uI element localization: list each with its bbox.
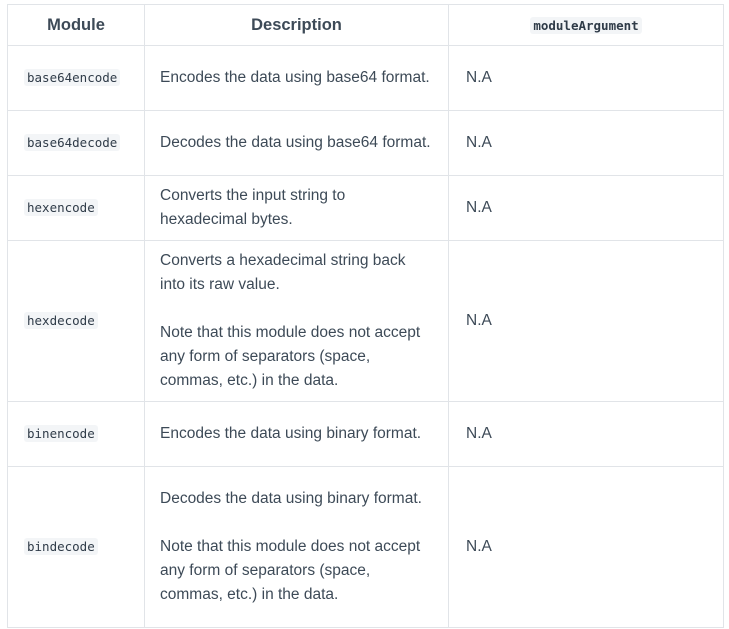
header-module-argument-code: moduleArgument xyxy=(530,17,641,34)
description-text: Encodes the data using binary format. xyxy=(160,425,422,442)
header-description: Description xyxy=(145,5,449,46)
description-text: Encodes the data using base64 format. xyxy=(160,69,430,86)
description-text: Decodes the data using base64 format. xyxy=(160,134,431,151)
table-row xyxy=(8,176,724,241)
argument-cell: N.A xyxy=(449,111,724,176)
description-cell xyxy=(145,46,449,111)
argument-cell: N.A xyxy=(449,467,724,628)
description-cell xyxy=(145,176,449,241)
module-name: binencode xyxy=(24,425,98,442)
description-cell xyxy=(145,402,449,467)
description-cell xyxy=(145,111,449,176)
module-cell xyxy=(8,467,145,628)
module-name: hexdecode xyxy=(24,312,98,329)
description-cell xyxy=(145,467,449,628)
table-header-row xyxy=(8,5,724,46)
header-module-argument xyxy=(449,5,724,46)
argument-cell: N.A xyxy=(449,46,724,111)
table-row xyxy=(8,111,724,176)
modules-table-container xyxy=(7,4,724,628)
argument-cell: N.A xyxy=(449,241,724,402)
description-note: Note that this module does not accept any form of separators (space, commas, etc.) in the data. xyxy=(160,538,421,603)
argument-cell: N.A xyxy=(449,402,724,467)
module-cell xyxy=(8,402,145,467)
description-note: Note that this module does not accept any form of separators (space, commas, etc.) in the data. xyxy=(160,324,421,389)
description-text: Decodes the data using binary format. xyxy=(160,490,422,507)
table-row xyxy=(8,46,724,111)
table-row xyxy=(8,402,724,467)
description-cell xyxy=(145,241,449,402)
table-row xyxy=(8,467,724,628)
table-row xyxy=(8,241,724,402)
module-cell xyxy=(8,176,145,241)
module-name: base64encode xyxy=(24,69,120,86)
module-cell xyxy=(8,241,145,402)
module-name: hexencode xyxy=(24,199,98,216)
description-text: Converts a hexadecimal string back into its raw value. xyxy=(160,252,406,293)
module-cell xyxy=(8,46,145,111)
description-text: Converts the input string to hexadecimal bytes. xyxy=(160,187,346,228)
module-name: base64decode xyxy=(24,134,120,151)
modules-table xyxy=(7,4,724,628)
module-cell xyxy=(8,111,145,176)
module-name: bindecode xyxy=(24,538,98,555)
argument-cell: N.A xyxy=(449,176,724,241)
header-module: Module xyxy=(8,5,145,46)
